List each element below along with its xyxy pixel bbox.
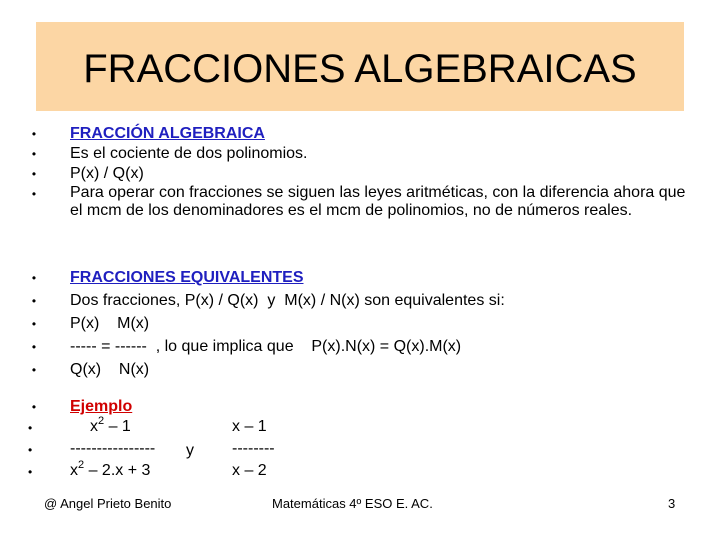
bullet-icon: • bbox=[31, 317, 37, 331]
fraction2-bar: -------- bbox=[232, 440, 275, 457]
bullet-row bbox=[28, 164, 698, 184]
bullet-icon: • bbox=[31, 363, 37, 377]
bullet-icon: • bbox=[31, 400, 37, 414]
fraction1-denominator: $x^2 - 2.x + 3$ bbox=[70, 459, 151, 479]
section-fraccion-algebraica bbox=[28, 124, 698, 220]
fraction-bar-text: ----- = ------ , lo que implica que P(x).N(x) = Q(x).M(x) bbox=[70, 338, 462, 355]
fraction2-denominator: x – 2 bbox=[232, 462, 267, 479]
bullet-row bbox=[28, 397, 698, 417]
bullet-icon: • bbox=[31, 127, 37, 141]
bullet-icon: • bbox=[28, 443, 33, 457]
numerators-text: P(x) M(x) bbox=[70, 315, 150, 332]
fraction-form-text: P(x) / Q(x) bbox=[70, 165, 144, 182]
example-heading: Ejemplo bbox=[70, 398, 133, 415]
bullet-icon: • bbox=[31, 167, 37, 181]
section-heading: FRACCIONES EQUIVALENTES bbox=[70, 269, 304, 286]
equivalence-text: Dos fracciones, P(x) / Q(x) y M(x) / N(x) son equivalentes si: bbox=[70, 292, 505, 309]
bullet-row bbox=[28, 124, 698, 144]
fraction1-bar: ---------------- bbox=[70, 440, 156, 457]
bullet-row bbox=[28, 144, 698, 164]
bullet-icon: • bbox=[31, 147, 37, 161]
section-ejemplo bbox=[28, 397, 698, 487]
bullet-icon: • bbox=[28, 465, 33, 479]
section-heading: FRACCIÓN ALGEBRAICA bbox=[70, 125, 265, 142]
bullet-row bbox=[28, 337, 698, 357]
footer-author: @ Angel Prieto Benito bbox=[44, 496, 172, 511]
footer-course: Matemáticas 4º ESO E. AC. bbox=[272, 496, 433, 511]
bullet-row bbox=[28, 314, 698, 334]
section-fracciones-equivalentes bbox=[28, 268, 698, 380]
slide-title: FRACCIONES ALGEBRAICAS bbox=[83, 47, 637, 91]
bullet-row bbox=[28, 291, 698, 311]
denominators-text: Q(x) N(x) bbox=[70, 361, 150, 378]
bullet-icon: • bbox=[31, 271, 37, 285]
title-banner bbox=[36, 22, 684, 111]
page-number: 3 bbox=[668, 496, 676, 511]
bullet-icon: • bbox=[28, 421, 33, 435]
bullet-row bbox=[28, 184, 698, 220]
bullet-icon: • bbox=[31, 187, 37, 201]
definition-text: Es el cociente de dos polinomios. bbox=[70, 145, 308, 162]
rule-text: Para operar con fracciones se siguen las leyes aritméticas, con la diferencia ahora que el mcm de los denominadores es el mcm de polinomios, no de números reales. bbox=[70, 184, 686, 219]
bullet-row bbox=[28, 360, 698, 380]
connector-text: y bbox=[186, 442, 194, 459]
bullet-icon: • bbox=[31, 294, 37, 308]
fraction1-numerator: $x^2 - 1$ bbox=[90, 415, 131, 435]
fraction2-numerator: x – 1 bbox=[232, 418, 267, 435]
bullet-icon: • bbox=[31, 340, 37, 354]
bullet-row bbox=[28, 268, 698, 288]
